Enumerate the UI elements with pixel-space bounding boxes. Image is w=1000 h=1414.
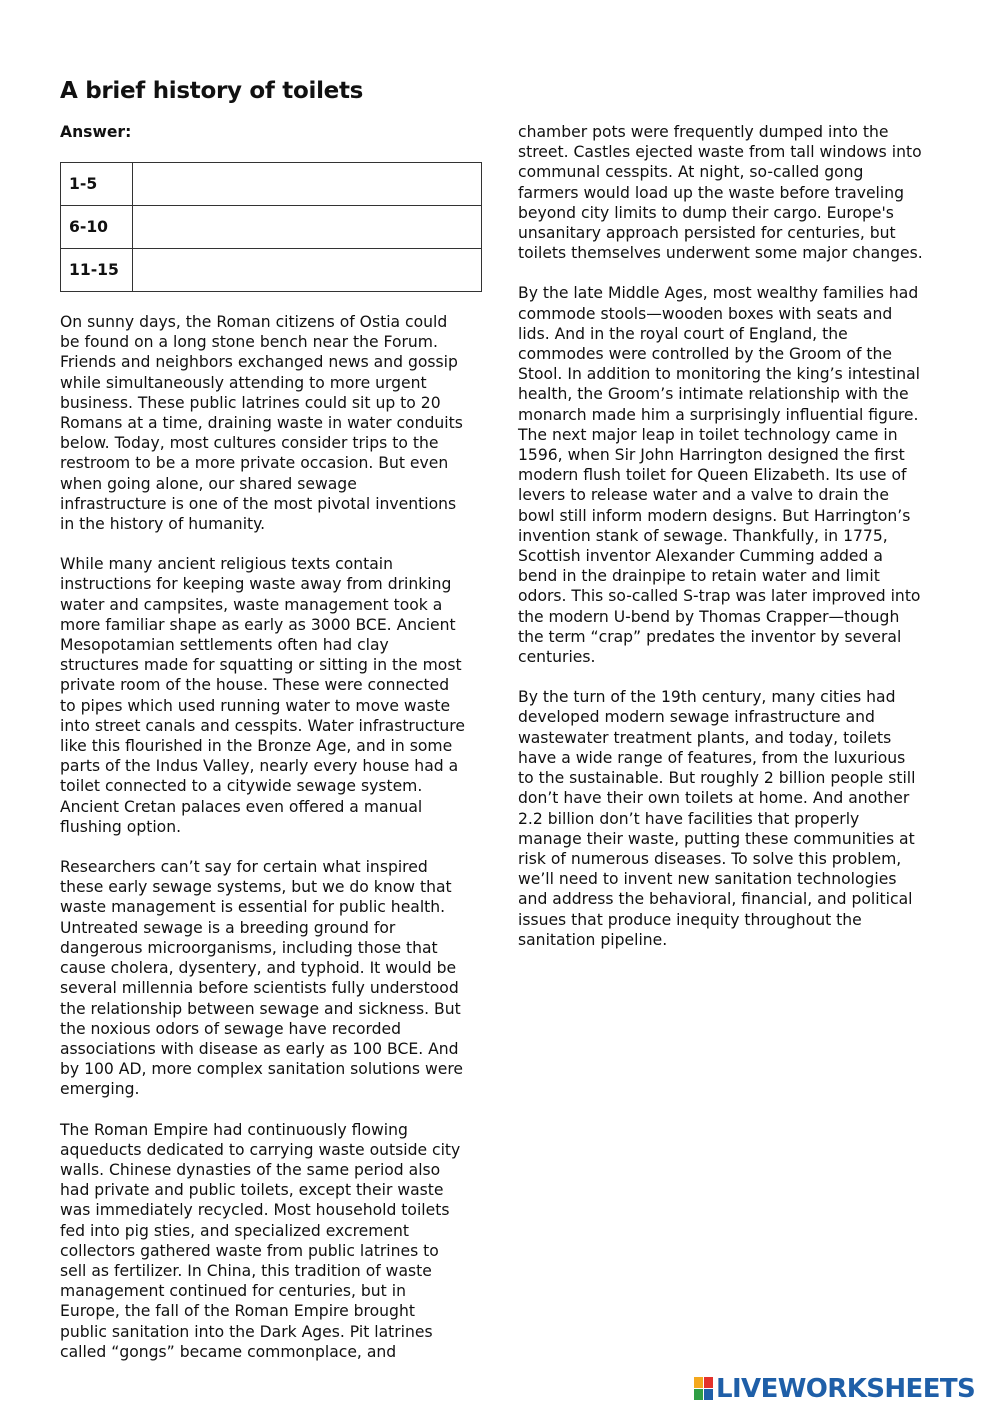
left-column (60, 122, 488, 1382)
answer-input-cell[interactable] (133, 206, 482, 249)
answer-row (61, 206, 482, 249)
paragraph: The Roman Empire had continuously flowing aqueducts dedicated to carrying waste outside city walls. Chinese dynasties of the same period also had private and public toilets, except their waste was immediately recycled. Most household toilets fed into pig sties, and specialized excrement collectors gathered waste from public latrines to sell as fertilizer. In China, this tradition of waste management continued for centuries, but in Europe, the fall of the Roman Empire brought public sanitation into the Dark Ages. Pit latrines called “gongs” became commonplace, and (60, 1120, 461, 1361)
paragraph: By the late Middle Ages, most wealthy families had commode stools—wooden boxes with seats and lids. And in the royal court of England, the commodes were controlled by the Groom of the Stool. In addition to monitoring the king’s intestinal health, the Groom’s intimate relationship with the monarch made him a surprisingly influential figure. The next major leap in toilet technology came in 1596, when Sir John Harrington designed the first modern flush toilet for Queen Elizabeth. Its use of levers to release water and a valve to drain the bowl still inform modern designs. But Harrington’s invention stank of sewage. Thankfully, in 1775, Scottish inventor Alexander Cumming added a bend in the drainpipe to retain water and limit odors. This so-called S-trap was later improved into the modern U-bend by Thomas Crapper—though the term “crap” predates the inventor by several centuries. (518, 284, 921, 667)
paragraph: While many ancient religious texts contain instructions for keeping waste away from drinking water and campsites, waste management took a more familiar shape as early as 3000 BCE. Ancient Mesopotamian settlements often had clay structures made for squatting or sitting in the most private room of the house. These were connected to pipes which used running water to move waste into street canals and cesspits. Water infrastructure like this flourished in the Bronze Age, and in some parts of the Indus Valley, nearly every house had a toilet connected to a citywide sewage system. Ancient Cretan palaces even offered a manual flushing option. (60, 555, 465, 836)
answer-range-label: 11-15 (61, 249, 133, 292)
paragraph: On sunny days, the Roman citizens of Ostia could be found on a long stone bench near the Forum. Friends and neighbors exchanged news and gossip while simultaneously attending to more urgent business. These public latrines could sit up to 20 Romans at a time, draining waste in water conduits below. Today, most cultures consider trips to the restroom to be a more private occasion. But even when going alone, our shared sewage infrastructure is one of the most pivotal inventions in the history of humanity. (60, 313, 463, 534)
paragraph: By the turn of the 19th century, many cities had developed modern sewage infrastructure and wastewater treatment plants, and today, toilets have a wide range of features, from the luxurious to the sustainable. But roughly 2 billion people still don’t have their own toilets at home. And another 2.2 billion don’t have facilities that properly manage their waste, putting these communities at risk of numerous diseases. To solve this problem, we’ll need to invent new sanitation technologies and address the behavioral, financial, and political issues that produce inequity throughout the sanitation pipeline. (518, 688, 916, 949)
answer-input-cell[interactable] (133, 249, 482, 292)
answer-row (61, 163, 482, 206)
paragraph: chamber pots were frequently dumped into the street. Castles ejected waste from tall windows into communal cesspits. At night, so-called gong farmers would load up the waste before traveling beyond city limits to dump their cargo. Europe's unsanitary approach persisted for centuries, but toilets themselves underwent some major changes. (518, 123, 923, 263)
answer-row (61, 249, 482, 292)
right-column (518, 122, 946, 970)
answer-table (60, 162, 482, 292)
page-title: A brief history of toilets (60, 78, 364, 104)
answer-range-label: 1-5 (61, 163, 133, 206)
liveworksheets-logo (694, 1374, 975, 1404)
answer-range-label: 6-10 (61, 206, 133, 249)
paragraph: Researchers can’t say for certain what inspired these early sewage systems, but we do know that waste management is essential for public health. Untreated sewage is a breeding ground for dangerous microorganisms, including those that cause cholera, dysentery, and typhoid. It would be several millennia before scientists fully understood the relationship between sewage and sickness. But the noxious odors of sewage have recorded associations with disease as early as 100 BCE. And by 100 AD, more complex sanitation solutions were emerging. (60, 858, 464, 1099)
answer-input-cell[interactable] (133, 163, 482, 206)
logo-text: LIVEWORKSHEETS (716, 1374, 976, 1404)
answer-label: Answer: (60, 123, 132, 141)
liveworksheets-logo-icon (694, 1377, 714, 1401)
